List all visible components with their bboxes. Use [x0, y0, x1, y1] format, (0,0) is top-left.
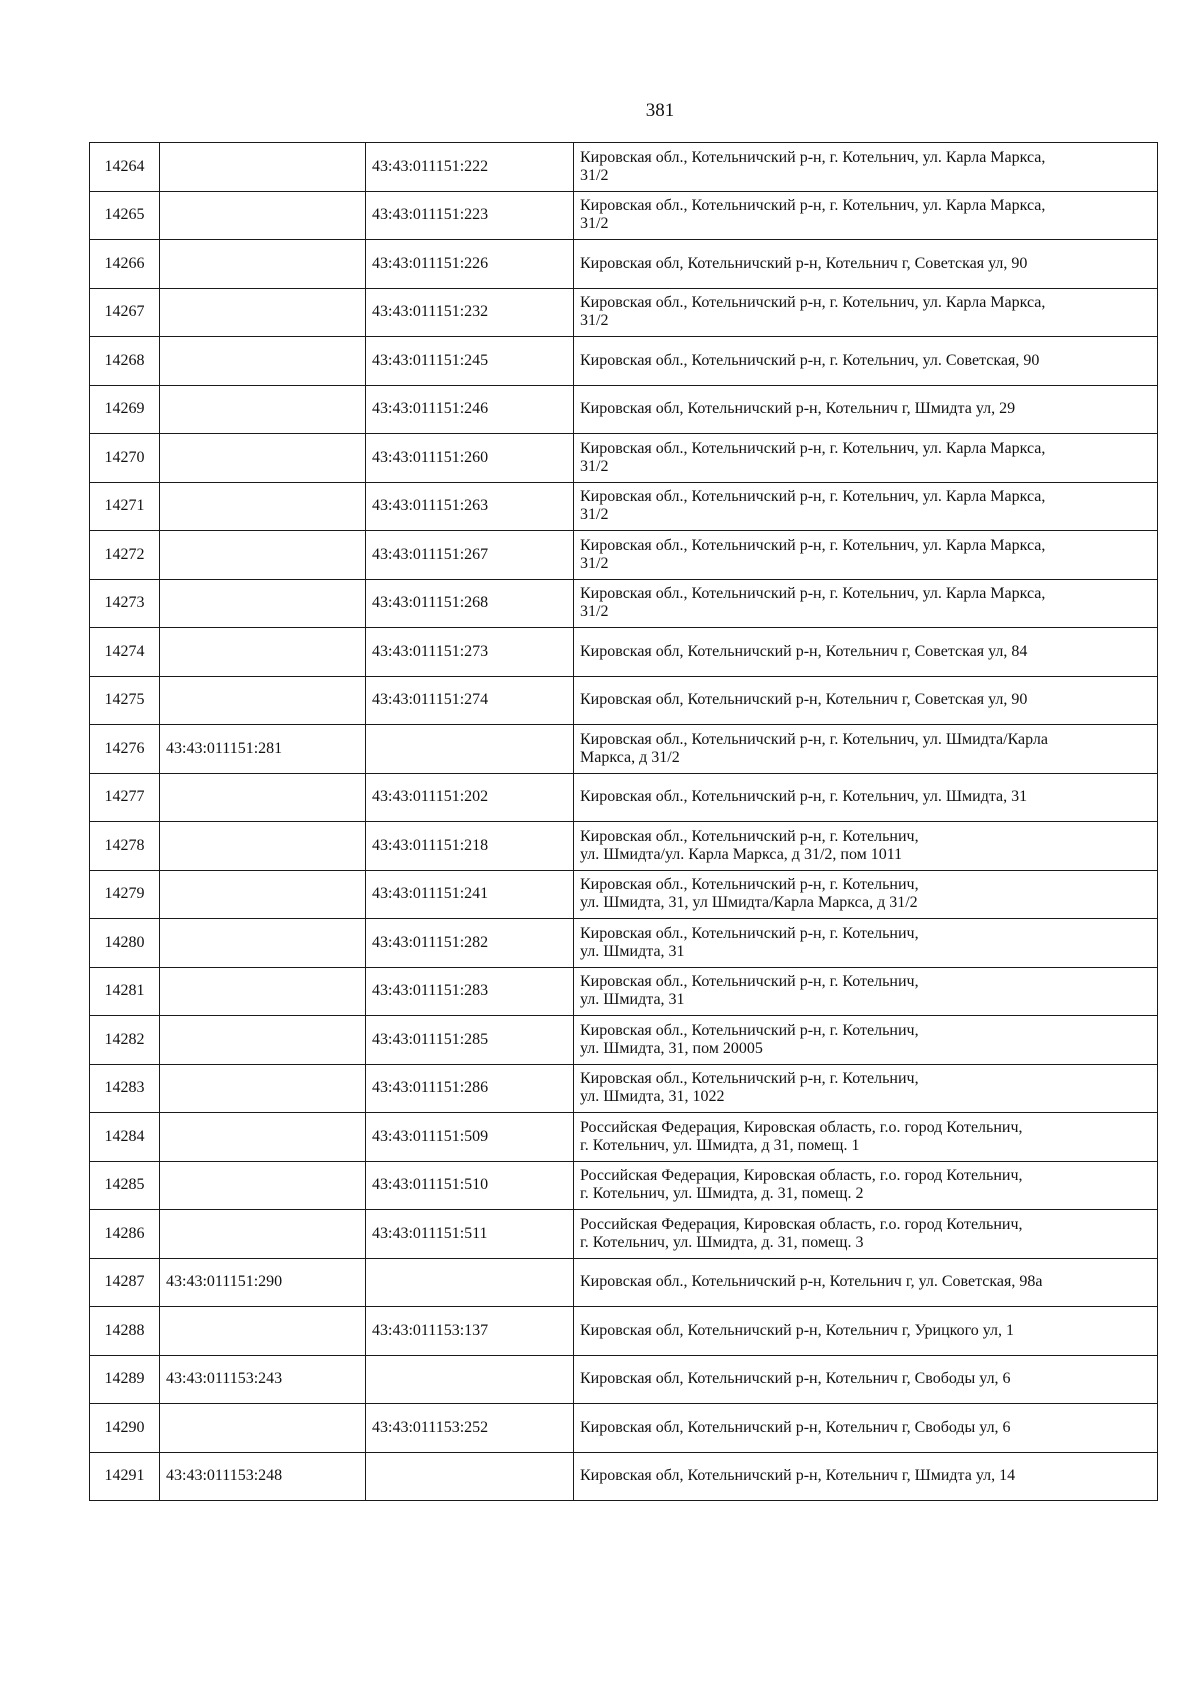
cadastral-number-text: 43:43:011151:283: [372, 982, 489, 1000]
address-cell: [574, 482, 1158, 531]
address-text: Кировская обл., Котельничский р-н, г. Котельнич, ул. Шмидта, 31, 1022: [580, 1070, 919, 1106]
cadastral-number-cell: [366, 725, 574, 774]
table-row: [90, 143, 1158, 192]
row-number-cell: [90, 434, 160, 483]
address-text: Российская Федерация, Кировская область, г.о. город Котельнич, г. Котельнич, ул. Шмидта, д. 31, помещ. 2: [580, 1167, 1023, 1203]
cadastral-number-cell: [366, 1452, 574, 1501]
row-number-text: 14265: [104, 206, 145, 224]
row-number-cell: [90, 1452, 160, 1501]
parent-cadastral-number-cell: [160, 919, 366, 968]
address-text: Кировская обл, Котельничский р-н, Котельнич г, Советская ул, 90: [580, 691, 1028, 709]
address-text: Кировская обл., Котельничский р-н, г. Котельнич, ул. Карла Маркса, 31/2: [580, 439, 1046, 475]
address-cell: [574, 1452, 1158, 1501]
row-number-text: 14276: [104, 739, 145, 757]
row-number-text: 14275: [104, 691, 145, 709]
cadastral-number-text: 43:43:011151:285: [372, 1030, 489, 1048]
parent-cadastral-number-cell: [160, 1210, 366, 1259]
row-number-cell: [90, 288, 160, 337]
parent-cadastral-number-cell: [160, 1161, 366, 1210]
table-row: [90, 1404, 1158, 1453]
page-number: 381: [645, 100, 675, 121]
cadastral-number-cell: [366, 676, 574, 725]
cadastral-number-cell: [366, 1064, 574, 1113]
table-row: [90, 919, 1158, 968]
parent-cadastral-number-cell: [160, 337, 366, 386]
table-row: [90, 288, 1158, 337]
cadastral-number-text: 43:43:011151:260: [372, 448, 489, 466]
registry-table: [89, 142, 1158, 1501]
row-number-text: 14269: [104, 400, 145, 418]
parent-cadastral-number-cell: [160, 628, 366, 677]
table-row: [90, 385, 1158, 434]
address-text: Кировская обл., Котельничский р-н, г. Котельнич, ул. Шмидта, 31: [580, 973, 919, 1009]
parent-cadastral-number-cell: [160, 531, 366, 580]
cadastral-number-text: 43:43:011151:226: [372, 254, 489, 272]
row-number-cell: [90, 773, 160, 822]
table-row: [90, 822, 1158, 871]
row-number-cell: [90, 822, 160, 871]
row-number-cell: [90, 191, 160, 240]
cadastral-number-cell: [366, 1355, 574, 1404]
cadastral-number-cell: [366, 240, 574, 289]
row-number-cell: [90, 1307, 160, 1356]
address-text: Кировская обл., Котельничский р-н, г. Котельнич, ул. Карла Маркса, 31/2: [580, 197, 1046, 233]
address-cell: [574, 773, 1158, 822]
row-number-text: 14286: [104, 1224, 145, 1242]
row-number-cell: [90, 143, 160, 192]
address-cell: [574, 676, 1158, 725]
address-text: Кировская обл., Котельничский р-н, г. Котельнич, ул. Шмидта, 31, ул Шмидта/Карла Маркса, д 31/2: [580, 876, 919, 912]
cadastral-number-text: 43:43:011151:511: [372, 1224, 488, 1242]
address-cell: [574, 240, 1158, 289]
cadastral-number-text: 43:43:011151:246: [372, 400, 489, 418]
row-number-text: 14264: [104, 157, 145, 175]
table-row: [90, 1016, 1158, 1065]
row-number-cell: [90, 1064, 160, 1113]
table-row: [90, 337, 1158, 386]
row-number-cell: [90, 1161, 160, 1210]
cadastral-number-cell: [366, 1258, 574, 1307]
cadastral-number-text: 43:43:011151:267: [372, 545, 489, 563]
cadastral-number-cell: [366, 1016, 574, 1065]
parent-cadastral-number-cell: [160, 143, 366, 192]
cadastral-number-cell: [366, 967, 574, 1016]
address-text: Кировская обл., Котельничский р-н, г. Котельнич, ул. Карла Маркса, 31/2: [580, 536, 1046, 572]
cadastral-number-text: 43:43:011151:241: [372, 885, 489, 903]
cadastral-number-cell: [366, 1404, 574, 1453]
cadastral-number-text: 43:43:011151:510: [372, 1176, 489, 1194]
address-cell: [574, 1404, 1158, 1453]
parent-cadastral-number-cell: [160, 240, 366, 289]
table-row: [90, 1113, 1158, 1162]
address-cell: [574, 1355, 1158, 1404]
address-cell: [574, 1161, 1158, 1210]
row-number-text: 14266: [104, 254, 145, 272]
row-number-text: 14278: [104, 836, 145, 854]
row-number-cell: [90, 385, 160, 434]
cadastral-number-cell: [366, 870, 574, 919]
address-text: Кировская обл., Котельничский р-н, г. Котельнич, ул. Карла Маркса, 31/2: [580, 148, 1046, 184]
cadastral-number-text: 43:43:011151:273: [372, 642, 489, 660]
row-number-cell: [90, 1404, 160, 1453]
address-text: Кировская обл, Котельничский р-н, Котельнич г, Советская ул, 90: [580, 254, 1028, 272]
table-row: [90, 191, 1158, 240]
parent-cadastral-number-cell: [160, 870, 366, 919]
address-text: Кировская обл, Котельничский р-н, Котельнич г, Советская ул, 84: [580, 642, 1028, 660]
registry-table-body: [90, 143, 1158, 1501]
cadastral-number-text: 43:43:011151:202: [372, 788, 489, 806]
cadastral-number-text: 43:43:011151:232: [372, 303, 489, 321]
row-number-text: 14280: [104, 933, 145, 951]
table-row: [90, 676, 1158, 725]
parent-cadastral-number-cell: [160, 288, 366, 337]
address-cell: [574, 143, 1158, 192]
parent-cadastral-number-cell: [160, 1064, 366, 1113]
address-cell: [574, 1064, 1158, 1113]
table-row: [90, 870, 1158, 919]
cadastral-number-cell: [366, 1210, 574, 1259]
parent-cadastral-number-cell: [160, 385, 366, 434]
address-text: Кировская обл, Котельничский р-н, Котельнич г, Шмидта ул, 14: [580, 1467, 1016, 1485]
address-text: Кировская обл., Котельничский р-н, г. Котельнич, ул. Шмидта, 31, пом 20005: [580, 1021, 919, 1057]
parent-cadastral-number-cell: [160, 434, 366, 483]
address-text: Кировская обл., Котельничский р-н, г. Котельнич, ул. Карла Маркса, 31/2: [580, 294, 1046, 330]
parent-cadastral-number-text: 43:43:011153:243: [166, 1370, 283, 1388]
parent-cadastral-number-cell: [160, 191, 366, 240]
row-number-text: 14270: [104, 448, 145, 466]
address-cell: [574, 919, 1158, 968]
cadastral-number-text: 43:43:011151:509: [372, 1127, 489, 1145]
table-row: [90, 240, 1158, 289]
cadastral-number-cell: [366, 1307, 574, 1356]
address-text: Кировская обл., Котельничский р-н, г. Котельнич, ул. Шмидта, 31: [580, 788, 1028, 806]
address-text: Кировская обл., Котельничский р-н, Котельнич г, ул. Советская, 98а: [580, 1273, 1043, 1291]
cadastral-number-text: 43:43:011151:222: [372, 157, 489, 175]
cadastral-number-text: 43:43:011153:137: [372, 1321, 489, 1339]
address-cell: [574, 1210, 1158, 1259]
cadastral-number-cell: [366, 773, 574, 822]
row-number-text: 14274: [104, 642, 145, 660]
address-cell: [574, 1258, 1158, 1307]
address-cell: [574, 288, 1158, 337]
row-number-cell: [90, 1113, 160, 1162]
table-row: [90, 1161, 1158, 1210]
row-number-text: 14283: [104, 1079, 145, 1097]
parent-cadastral-number-cell: [160, 1452, 366, 1501]
table-row: [90, 628, 1158, 677]
parent-cadastral-number-cell: [160, 579, 366, 628]
row-number-text: 14277: [104, 788, 145, 806]
row-number-cell: [90, 1210, 160, 1259]
row-number-text: 14287: [104, 1273, 145, 1291]
row-number-text: 14268: [104, 351, 145, 369]
address-cell: [574, 385, 1158, 434]
table-row: [90, 967, 1158, 1016]
parent-cadastral-number-cell: [160, 822, 366, 871]
address-text: Кировская обл, Котельничский р-н, Котельнич г, Шмидта ул, 29: [580, 400, 1016, 418]
address-text: Кировская обл., Котельничский р-н, г. Котельнич, ул. Советская, 90: [580, 351, 1040, 369]
row-number-cell: [90, 482, 160, 531]
parent-cadastral-number-cell: [160, 1307, 366, 1356]
row-number-text: 14290: [104, 1418, 145, 1436]
address-text: Кировская обл., Котельничский р-н, г. Котельнич, ул. Шмидта, 31: [580, 924, 919, 960]
address-cell: [574, 191, 1158, 240]
parent-cadastral-number-cell: [160, 676, 366, 725]
table-row: [90, 434, 1158, 483]
row-number-text: 14291: [104, 1467, 145, 1485]
row-number-text: 14282: [104, 1030, 145, 1048]
cadastral-number-cell: [366, 434, 574, 483]
address-cell: [574, 967, 1158, 1016]
address-text: Российская Федерация, Кировская область, г.о. город Котельнич, г. Котельнич, ул. Шмидта, д. 31, помещ. 3: [580, 1215, 1023, 1251]
parent-cadastral-number-text: 43:43:011151:290: [166, 1273, 283, 1291]
row-number-cell: [90, 240, 160, 289]
address-cell: [574, 725, 1158, 774]
parent-cadastral-number-cell: [160, 1404, 366, 1453]
row-number-cell: [90, 579, 160, 628]
address-cell: [574, 337, 1158, 386]
cadastral-number-cell: [366, 191, 574, 240]
row-number-text: 14267: [104, 303, 145, 321]
address-cell: [574, 1113, 1158, 1162]
address-cell: [574, 628, 1158, 677]
cadastral-number-text: 43:43:011151:263: [372, 497, 489, 515]
table-row: [90, 773, 1158, 822]
address-cell: [574, 1307, 1158, 1356]
table-row: [90, 725, 1158, 774]
row-number-text: 14281: [104, 982, 145, 1000]
row-number-cell: [90, 870, 160, 919]
row-number-text: 14285: [104, 1176, 145, 1194]
table-row: [90, 1064, 1158, 1113]
table-row: [90, 1307, 1158, 1356]
row-number-text: 14272: [104, 545, 145, 563]
row-number-cell: [90, 725, 160, 774]
table-row: [90, 1210, 1158, 1259]
parent-cadastral-number-text: 43:43:011153:248: [166, 1467, 283, 1485]
cadastral-number-cell: [366, 1161, 574, 1210]
parent-cadastral-number-cell: [160, 773, 366, 822]
row-number-cell: [90, 967, 160, 1016]
table-row: [90, 1452, 1158, 1501]
cadastral-number-cell: [366, 628, 574, 677]
cadastral-number-cell: [366, 143, 574, 192]
cadastral-number-cell: [366, 579, 574, 628]
table-row: [90, 579, 1158, 628]
parent-cadastral-number-text: 43:43:011151:281: [166, 739, 283, 757]
row-number-cell: [90, 676, 160, 725]
cadastral-number-text: 43:43:011151:274: [372, 691, 489, 709]
table-row: [90, 1258, 1158, 1307]
address-text: Кировская обл, Котельничский р-н, Котельнич г, Свободы ул, 6: [580, 1418, 1011, 1436]
row-number-text: 14288: [104, 1321, 145, 1339]
row-number-cell: [90, 628, 160, 677]
row-number-text: 14279: [104, 885, 145, 903]
row-number-cell: [90, 1016, 160, 1065]
parent-cadastral-number-cell: [160, 482, 366, 531]
row-number-text: 14284: [104, 1127, 145, 1145]
row-number-text: 14289: [104, 1370, 145, 1388]
address-text: Кировская обл, Котельничский р-н, Котельнич г, Урицкого ул, 1: [580, 1321, 1015, 1339]
address-text: Кировская обл., Котельничский р-н, г. Котельнич, ул. Шмидта/Карла Маркса, д 31/2: [580, 730, 1049, 766]
parent-cadastral-number-cell: [160, 1016, 366, 1065]
table-row: [90, 531, 1158, 580]
address-cell: [574, 531, 1158, 580]
cadastral-number-cell: [366, 482, 574, 531]
cadastral-number-cell: [366, 531, 574, 580]
address-cell: [574, 434, 1158, 483]
address-text: Кировская обл, Котельничский р-н, Котельнич г, Свободы ул, 6: [580, 1370, 1011, 1388]
address-text: Кировская обл., Котельничский р-н, г. Котельнич, ул. Карла Маркса, 31/2: [580, 585, 1046, 621]
address-text: Кировская обл., Котельничский р-н, г. Котельнич, ул. Карла Маркса, 31/2: [580, 488, 1046, 524]
address-text: Кировская обл., Котельничский р-н, г. Котельнич, ул. Шмидта/ул. Карла Маркса, д 31/2, пом 1011: [580, 827, 919, 863]
cadastral-number-cell: [366, 288, 574, 337]
address-cell: [574, 579, 1158, 628]
address-cell: [574, 822, 1158, 871]
cadastral-number-cell: [366, 822, 574, 871]
table-row: [90, 482, 1158, 531]
row-number-cell: [90, 1258, 160, 1307]
row-number-cell: [90, 919, 160, 968]
table-row: [90, 1355, 1158, 1404]
parent-cadastral-number-cell: [160, 967, 366, 1016]
cadastral-number-text: 43:43:011151:268: [372, 594, 489, 612]
address-text: Российская Федерация, Кировская область, г.о. город Котельнич, г. Котельнич, ул. Шмидта, д 31, помещ. 1: [580, 1118, 1023, 1154]
cadastral-number-cell: [366, 385, 574, 434]
parent-cadastral-number-cell: [160, 1258, 366, 1307]
cadastral-number-text: 43:43:011151:282: [372, 933, 489, 951]
cadastral-number-text: 43:43:011151:223: [372, 206, 489, 224]
cadastral-number-cell: [366, 337, 574, 386]
cadastral-number-text: 43:43:011151:286: [372, 1079, 489, 1097]
parent-cadastral-number-cell: [160, 725, 366, 774]
row-number-text: 14271: [104, 497, 145, 515]
row-number-cell: [90, 1355, 160, 1404]
cadastral-number-cell: [366, 919, 574, 968]
cadastral-number-cell: [366, 1113, 574, 1162]
parent-cadastral-number-cell: [160, 1113, 366, 1162]
address-cell: [574, 1016, 1158, 1065]
row-number-cell: [90, 337, 160, 386]
row-number-text: 14273: [104, 594, 145, 612]
row-number-cell: [90, 531, 160, 580]
cadastral-number-text: 43:43:011151:245: [372, 351, 489, 369]
parent-cadastral-number-cell: [160, 1355, 366, 1404]
cadastral-number-text: 43:43:011153:252: [372, 1418, 489, 1436]
address-cell: [574, 870, 1158, 919]
cadastral-number-text: 43:43:011151:218: [372, 836, 489, 854]
